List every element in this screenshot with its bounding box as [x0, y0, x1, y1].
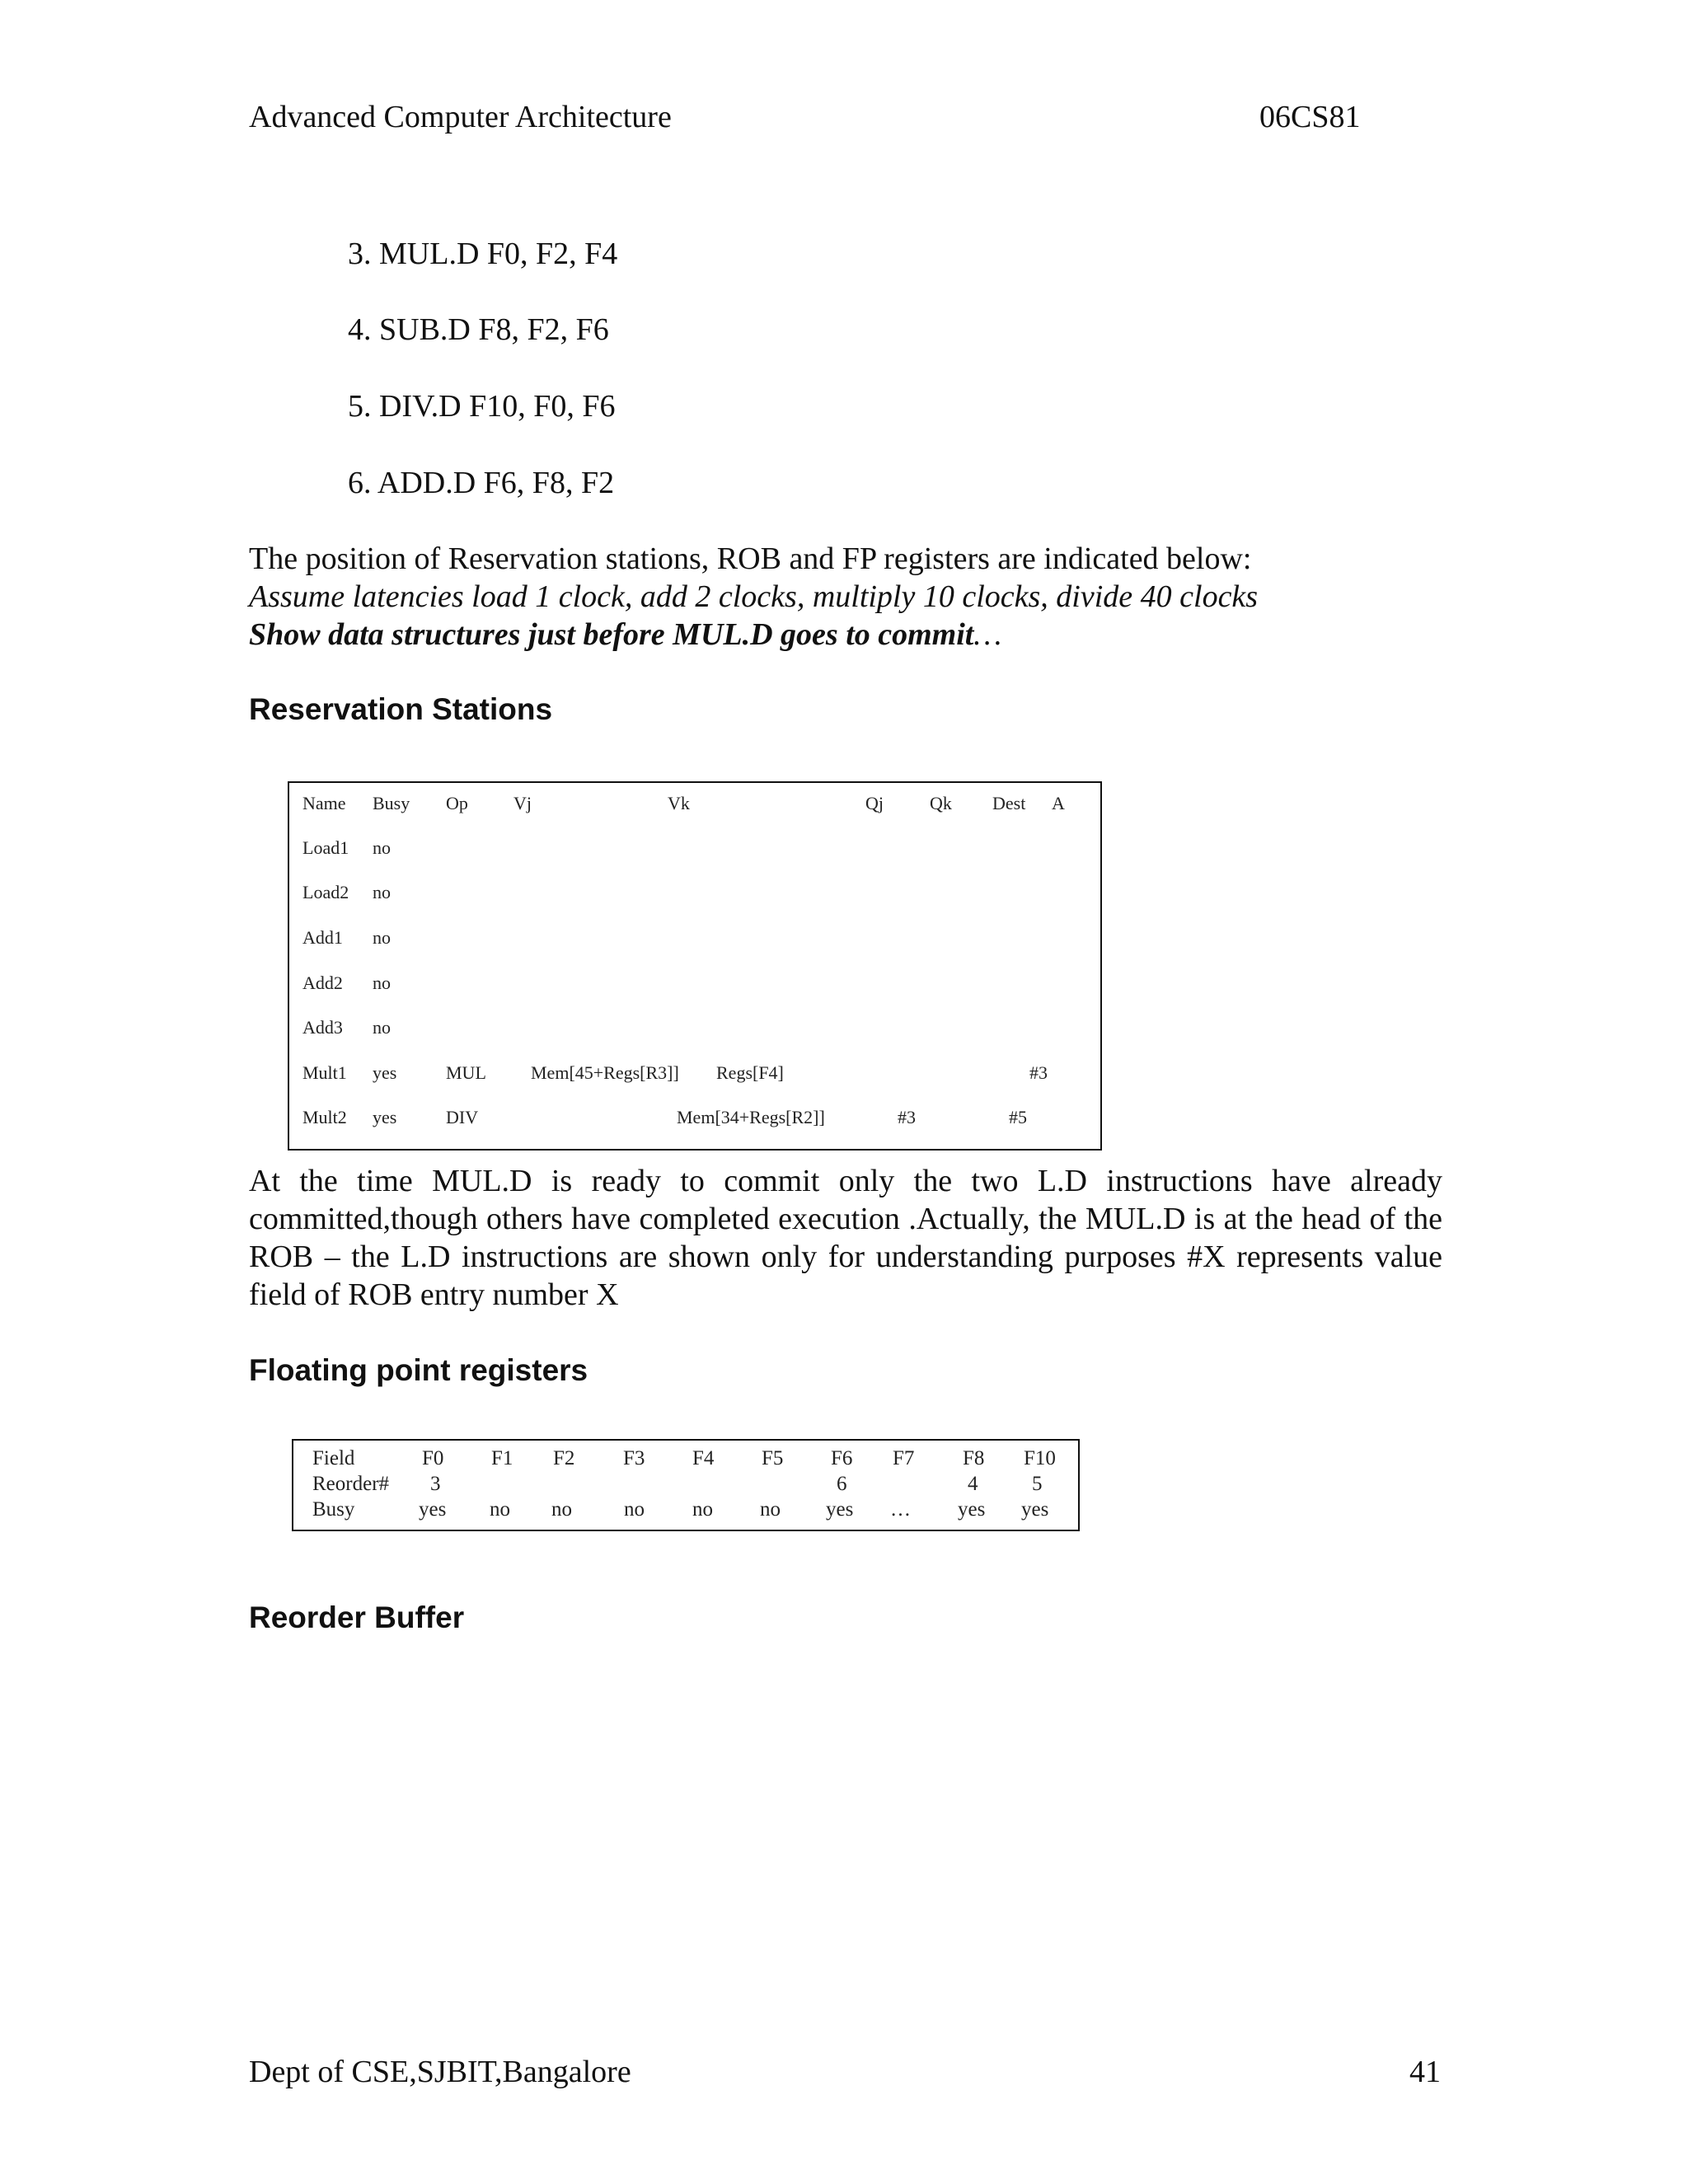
fp-register-name: F7	[893, 1447, 915, 1469]
fp-register-name: F8	[963, 1447, 985, 1469]
rs-header-op: Op	[446, 793, 468, 813]
fp-reorder-value: 3	[430, 1473, 441, 1495]
fp-row-label: Reorder#	[312, 1473, 390, 1495]
fp-row-label: Field	[312, 1447, 355, 1469]
explanation-paragraph: At the time MUL.D is ready to commit only the two L.D instructions have already committed,though others have completed execution .Actually, the MUL.D is at the head of the ROB – the L.D instructions are shown only for understanding purposes #X represents value field of ROB entry number X	[249, 1164, 1442, 1312]
reservation-stations-heading: Reservation Stations	[249, 692, 553, 726]
fp-reorder-value: 6	[837, 1473, 847, 1495]
fp-register-name: F4	[692, 1447, 715, 1469]
fp-row-label: Busy	[312, 1498, 355, 1521]
header-title: Advanced Computer Architecture	[249, 100, 672, 134]
rs-header-qj: Qj	[865, 793, 884, 813]
instruction-item: 5. DIV.D F10, F0, F6	[348, 389, 616, 424]
rs-row-busy: yes	[373, 1107, 397, 1127]
rs-row-name: Add1	[302, 927, 343, 948]
rs-header-dest: Dest	[992, 793, 1026, 813]
fp-register-name: F10	[1024, 1447, 1056, 1469]
rs-row-busy: no	[373, 837, 391, 858]
fp-busy-value: no	[692, 1498, 713, 1521]
rs-row-name: Load2	[302, 882, 349, 902]
fp-register-name: F3	[623, 1447, 645, 1469]
rs-row-busy: no	[373, 927, 391, 948]
rs-row-vj: Mem[45+Regs[R3]]	[531, 1062, 679, 1083]
rs-row-busy: no	[373, 972, 391, 993]
rs-row-name: Add2	[302, 972, 343, 993]
intro-commit-ellipsis: …	[973, 617, 1002, 652]
intro-line: The position of Reservation stations, ROB and FP registers are indicated below:	[249, 541, 1252, 576]
reservation-stations-table	[288, 781, 1102, 1151]
fp-busy-value: …	[890, 1498, 911, 1521]
rs-row-busy: yes	[373, 1062, 397, 1083]
header-course-code: 06CS81	[1259, 100, 1361, 134]
reorder-buffer-heading: Reorder Buffer	[249, 1601, 465, 1634]
rs-row-name: Add3	[302, 1017, 343, 1038]
fp-reorder-value: 4	[968, 1473, 978, 1495]
fp-register-name: F0	[422, 1447, 444, 1469]
fp-busy-value: yes	[1021, 1498, 1049, 1521]
fp-reorder-value: 5	[1032, 1473, 1043, 1495]
rs-row-busy: no	[373, 882, 391, 902]
rs-row-name: Mult2	[302, 1107, 347, 1127]
instruction-item: 6. ADD.D F6, F8, F2	[348, 466, 615, 500]
fp-busy-value: yes	[826, 1498, 854, 1521]
footer-department: Dept of CSE,SJBIT,Bangalore	[249, 2055, 631, 2089]
rs-header-a: A	[1052, 793, 1065, 813]
rs-row-op: DIV	[446, 1107, 479, 1127]
instruction-item: 4. SUB.D F8, F2, F6	[348, 312, 609, 347]
rs-header-qk: Qk	[930, 793, 952, 813]
rs-row-vk: Mem[34+Regs[R2]]	[677, 1107, 825, 1127]
fp-busy-value: no	[551, 1498, 572, 1521]
fp-register-name: F6	[831, 1447, 853, 1469]
fp-register-name: F1	[491, 1447, 513, 1469]
intro-commit-line	[249, 616, 1001, 654]
fp-busy-value: no	[624, 1498, 645, 1521]
instruction-item: 3. MUL.D F0, F2, F4	[348, 237, 618, 271]
fp-registers-table	[292, 1439, 1080, 1531]
rs-row-name: Mult1	[302, 1062, 347, 1083]
fp-register-name: F5	[762, 1447, 784, 1469]
rs-row-dest: #3	[1029, 1062, 1048, 1083]
fp-register-name: F2	[553, 1447, 575, 1469]
rs-row-vk: Regs[F4]	[716, 1062, 784, 1083]
fp-registers-heading: Floating point registers	[249, 1353, 588, 1387]
rs-header-vj: Vj	[513, 793, 532, 813]
intro-assumption-line: Assume latencies load 1 clock, add 2 clocks, multiply 10 clocks, divide 40 clocks	[249, 579, 1259, 614]
fp-busy-value: yes	[958, 1498, 986, 1521]
rs-row-busy: no	[373, 1017, 391, 1038]
page-number: 41	[1409, 2055, 1441, 2089]
intro-commit-bold: Show data structures just before MUL.D goes to commit	[249, 617, 974, 652]
rs-header-vk: Vk	[668, 793, 690, 813]
rs-header-name: Name	[302, 793, 346, 813]
rs-row-name: Load1	[302, 837, 349, 858]
fp-busy-value: no	[490, 1498, 510, 1521]
rs-header-busy: Busy	[373, 793, 410, 813]
rs-row-op: MUL	[446, 1062, 486, 1083]
rs-row-dest: #5	[1009, 1107, 1027, 1127]
fp-busy-value: yes	[419, 1498, 447, 1521]
fp-busy-value: no	[760, 1498, 781, 1521]
rs-row-qj: #3	[898, 1107, 916, 1127]
